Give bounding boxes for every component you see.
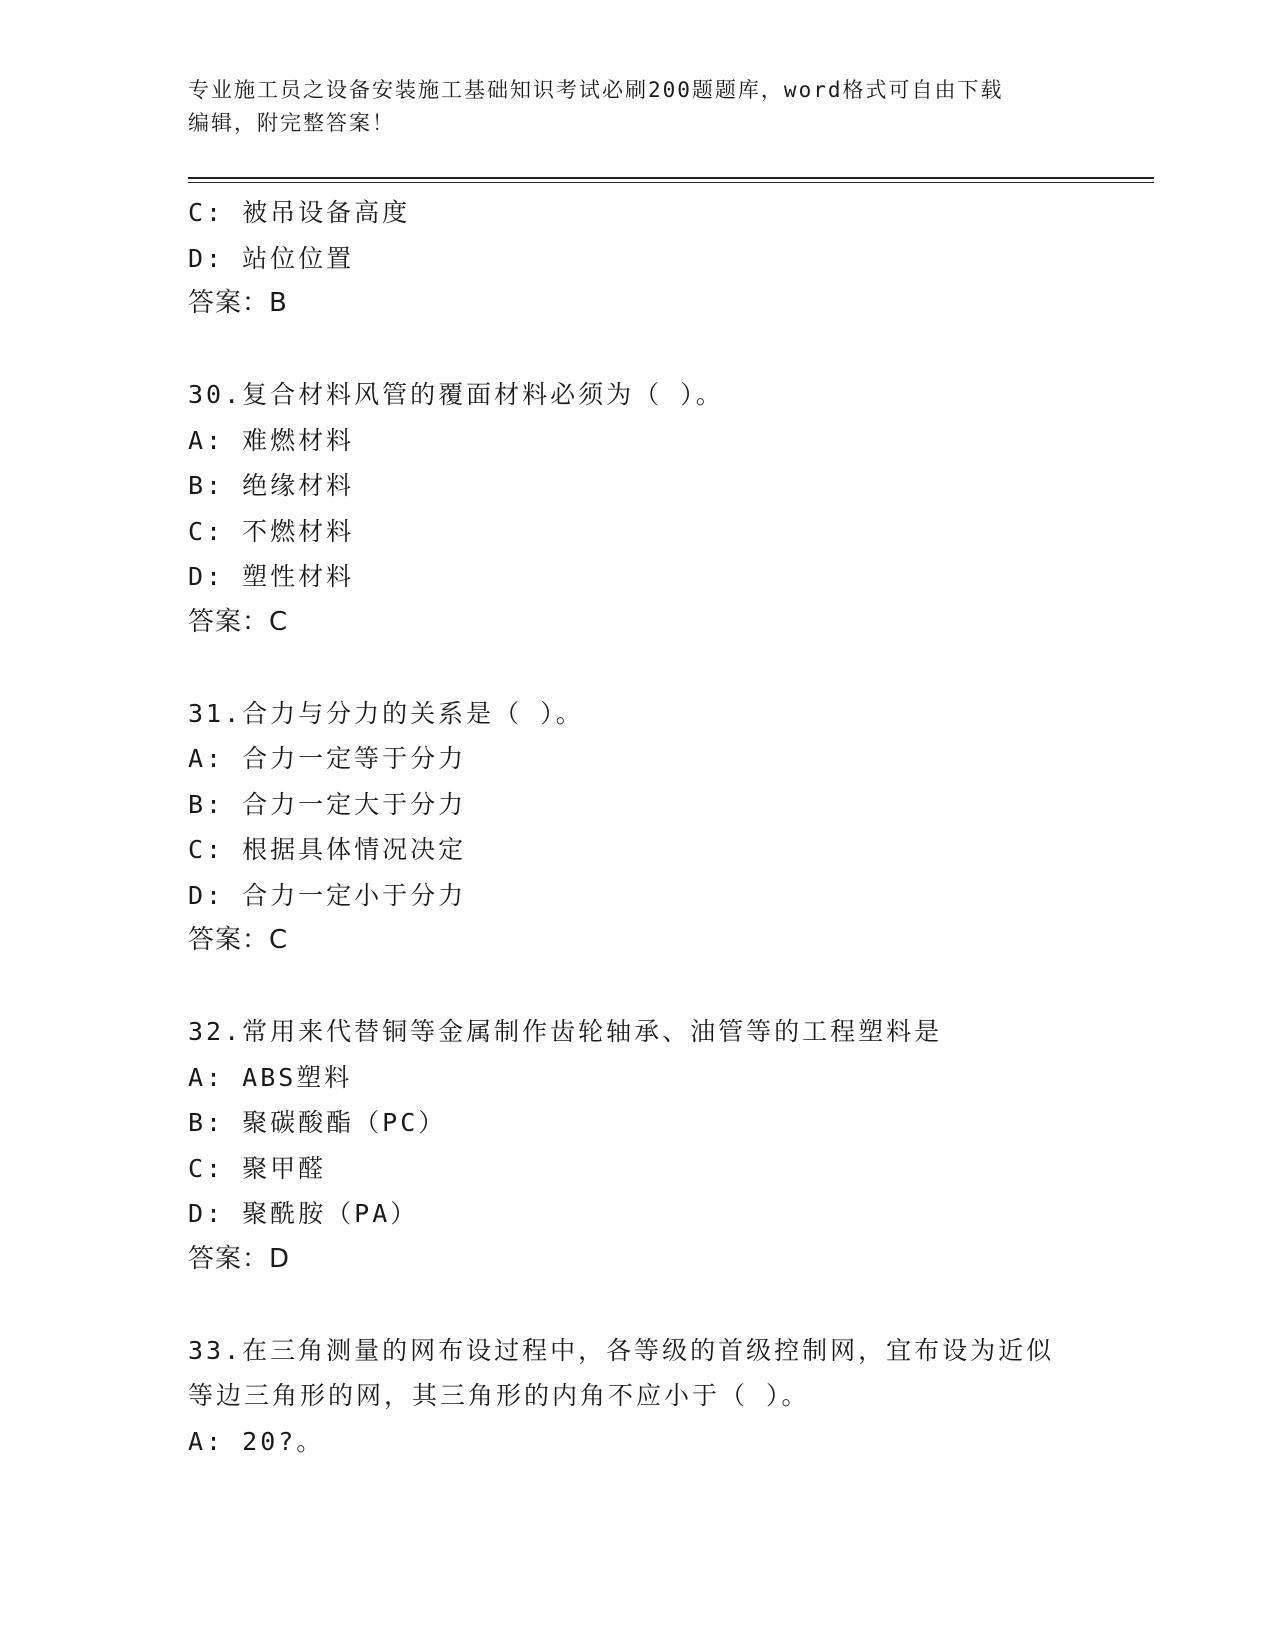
prev-option-d: D: 站位位置 <box>188 243 355 273</box>
spacer <box>188 964 1088 1010</box>
q32-option-d: D: 聚酰胺（PA） <box>188 1199 419 1228</box>
header-divider-thin <box>188 182 1154 183</box>
q30-option-d: D: 塑性材料 <box>188 562 355 591</box>
q33-option-a: A: 20?。 <box>188 1426 325 1456</box>
spacer <box>188 645 1088 691</box>
question-32: 32.常用来代替铜等金属制作齿轮轴承、油管等的工程塑料是 <box>188 1017 943 1046</box>
header-line-1: 专业施工员之设备安装施工基础知识考试必刷200题题库，word格式可自由下载 <box>188 78 1004 102</box>
question-33-line-1: 33.在三角测量的网布设过程中，各等级的首级控制网，宜布设为近似 <box>188 1335 1055 1365</box>
q30-answer: 答案：C <box>188 606 289 637</box>
q31-option-d: D: 合力一定小于分力 <box>188 880 467 910</box>
prev-answer: 答案：B <box>188 288 288 318</box>
spacer <box>188 327 1088 373</box>
header-line-2: 编辑，附完整答案！ <box>188 111 395 135</box>
q32-option-c: C: 聚甲醛 <box>188 1153 327 1183</box>
q31-answer: 答案：C <box>188 925 289 955</box>
question-31: 31.合力与分力的关系是（ ）。 <box>188 698 584 728</box>
q32-option-a: A: ABS塑料 <box>188 1062 353 1092</box>
q32-option-b: B: 聚碳酸酯（PC） <box>188 1108 447 1137</box>
q30-option-c: C: 不燃材料 <box>188 516 355 546</box>
q32-answer: 答案：D <box>188 1243 291 1274</box>
q30-option-a: A: 难燃材料 <box>188 425 355 455</box>
document-header <box>188 74 1088 140</box>
question-30: 30.复合材料风管的覆面材料必须为（ ）。 <box>188 380 724 409</box>
q31-option-b: B: 合力一定大于分力 <box>188 789 467 819</box>
question-content <box>188 190 1088 1464</box>
q31-option-c: C: 根据具体情况决定 <box>188 835 467 864</box>
q30-option-b: B: 绝缘材料 <box>188 471 355 500</box>
header-divider-thick <box>188 177 1154 179</box>
q31-option-a: A: 合力一定等于分力 <box>188 744 467 773</box>
question-33-line-2: 等边三角形的网，其三角形的内角不应小于（ ）。 <box>188 1381 810 1410</box>
spacer <box>188 1282 1088 1328</box>
prev-option-c: C: 被吊设备高度 <box>188 198 411 227</box>
